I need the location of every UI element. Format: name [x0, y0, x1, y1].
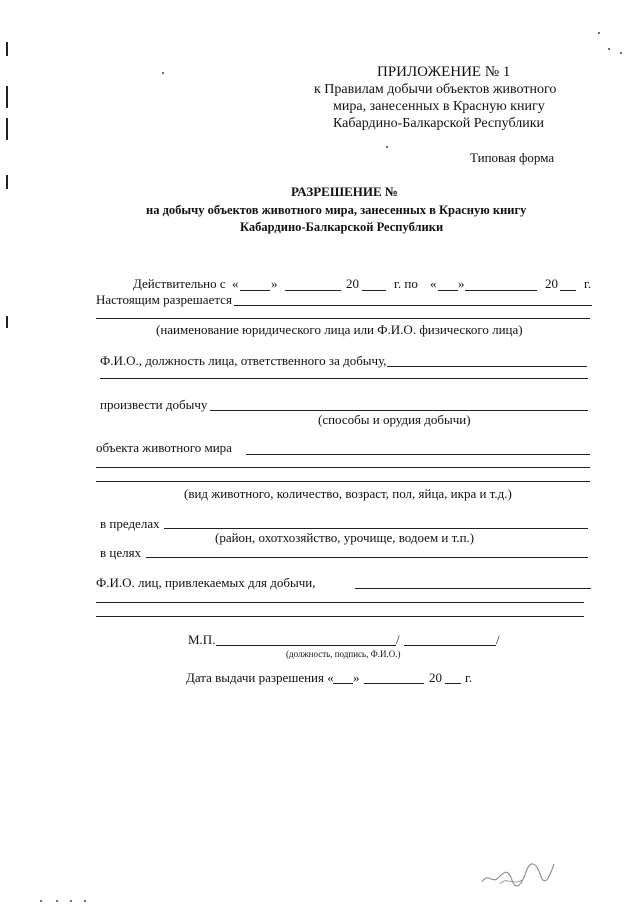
issue-date-year-prefix: 20 — [429, 670, 442, 685]
validity-month-from-field[interactable] — [285, 290, 341, 291]
scan-speck — [620, 52, 622, 54]
issue-date-label: Дата выдачи разрешения « — [186, 670, 334, 685]
validity-quote-open-1: « — [232, 276, 239, 291]
scan-edge-mark — [6, 316, 8, 328]
scan-speck — [84, 900, 86, 902]
stamp-caption: (должность, подпись, Ф.И.О.) — [286, 649, 401, 659]
scan-speck — [608, 48, 610, 50]
scan-edge-mark — [6, 175, 8, 189]
appendix-title: ПРИЛОЖЕНИЕ № 1 — [377, 64, 511, 80]
stamp-position-field[interactable] — [216, 645, 396, 646]
object-caption: (вид животного, количество, возраст, пол, яйца, икра и т.д.) — [184, 486, 512, 501]
handwritten-scribble — [478, 854, 558, 890]
scan-speck — [386, 146, 388, 148]
validity-day-from-field[interactable] — [240, 290, 270, 291]
validity-year-from-prefix: 20 — [346, 276, 359, 291]
method-caption: (способы и орудия добычи) — [318, 412, 471, 427]
stamp-slash-1: / — [396, 632, 400, 647]
involved-field-1[interactable] — [355, 588, 591, 589]
stamp-slash-2: / — [496, 632, 500, 647]
issue-date-month-field[interactable] — [364, 683, 424, 684]
scan-edge-mark — [6, 42, 8, 56]
granted-label: Настоящим разрешается — [96, 292, 232, 307]
issue-date-suffix: г. — [465, 670, 473, 685]
validity-year-to-prefix: 20 — [545, 276, 558, 291]
area-label: в пределах — [100, 516, 160, 531]
scan-speck — [40, 900, 42, 902]
scan-speck — [70, 900, 72, 902]
responsible-label: Ф.И.О., должность лица, ответственного за добычу, — [100, 353, 387, 368]
involved-field-3[interactable] — [96, 616, 584, 617]
appendix-line-1: к Правилам добычи объектов животного — [314, 82, 557, 97]
purpose-field[interactable] — [146, 557, 588, 558]
validity-quote-open-2: « — [430, 276, 437, 291]
method-field[interactable] — [210, 410, 588, 411]
issue-date-year-field[interactable] — [445, 683, 461, 684]
appendix-line-3: Кабардино-Балкарской Республики — [333, 116, 544, 131]
involved-field-2[interactable] — [96, 602, 584, 603]
permit-title: РАЗРЕШЕНИЕ № — [291, 184, 398, 199]
object-field-2[interactable] — [96, 467, 590, 468]
involved-label: Ф.И.О. лиц, привлекаемых для добычи, — [96, 575, 316, 590]
scan-speck — [598, 32, 600, 34]
method-label: произвести добычу — [100, 397, 208, 412]
granted-caption: (наименование юридического лица или Ф.И.О. физического лица) — [156, 322, 523, 337]
validity-quote-close-2: » — [458, 276, 465, 291]
stamp-signature-field[interactable] — [404, 645, 496, 646]
stamp-label: М.П. — [188, 632, 216, 647]
scan-speck — [162, 72, 164, 74]
responsible-field-1[interactable] — [387, 366, 587, 367]
validity-day-to-field[interactable] — [438, 290, 458, 291]
validity-month-to-field[interactable] — [465, 290, 537, 291]
area-caption: (район, охотхозяйство, урочище, водоем и т.п.) — [215, 530, 475, 545]
permit-subtitle-2: Кабардино-Балкарской Республики — [240, 220, 444, 234]
form-type: Типовая форма — [470, 150, 555, 165]
validity-year-to-field[interactable] — [560, 290, 576, 291]
purpose-label: в целях — [100, 545, 142, 560]
issue-date-quote-close: » — [353, 670, 360, 685]
area-field[interactable] — [164, 528, 588, 529]
object-field-3[interactable] — [96, 481, 590, 482]
scan-edge-mark — [6, 86, 8, 108]
validity-quote-close-1: » — [271, 276, 278, 291]
validity-suffix: г. — [584, 276, 592, 291]
object-label: объекта животного мира — [96, 440, 232, 455]
scan-edge-mark — [6, 118, 8, 140]
appendix-line-2: мира, занесенных в Красную книгу — [333, 99, 545, 114]
object-field-1[interactable] — [246, 454, 590, 455]
scan-speck — [56, 900, 58, 902]
issue-date-day-field[interactable] — [333, 683, 353, 684]
responsible-field-2[interactable] — [100, 378, 588, 379]
granted-field-2[interactable] — [96, 318, 590, 319]
validity-label: Действительно с — [133, 276, 226, 291]
validity-year-from-field[interactable] — [362, 290, 386, 291]
validity-to-label: г. по — [394, 276, 418, 291]
permit-subtitle-1: на добычу объектов животного мира, занесенных в Красную книгу — [146, 203, 527, 217]
granted-field-1[interactable] — [234, 305, 592, 306]
